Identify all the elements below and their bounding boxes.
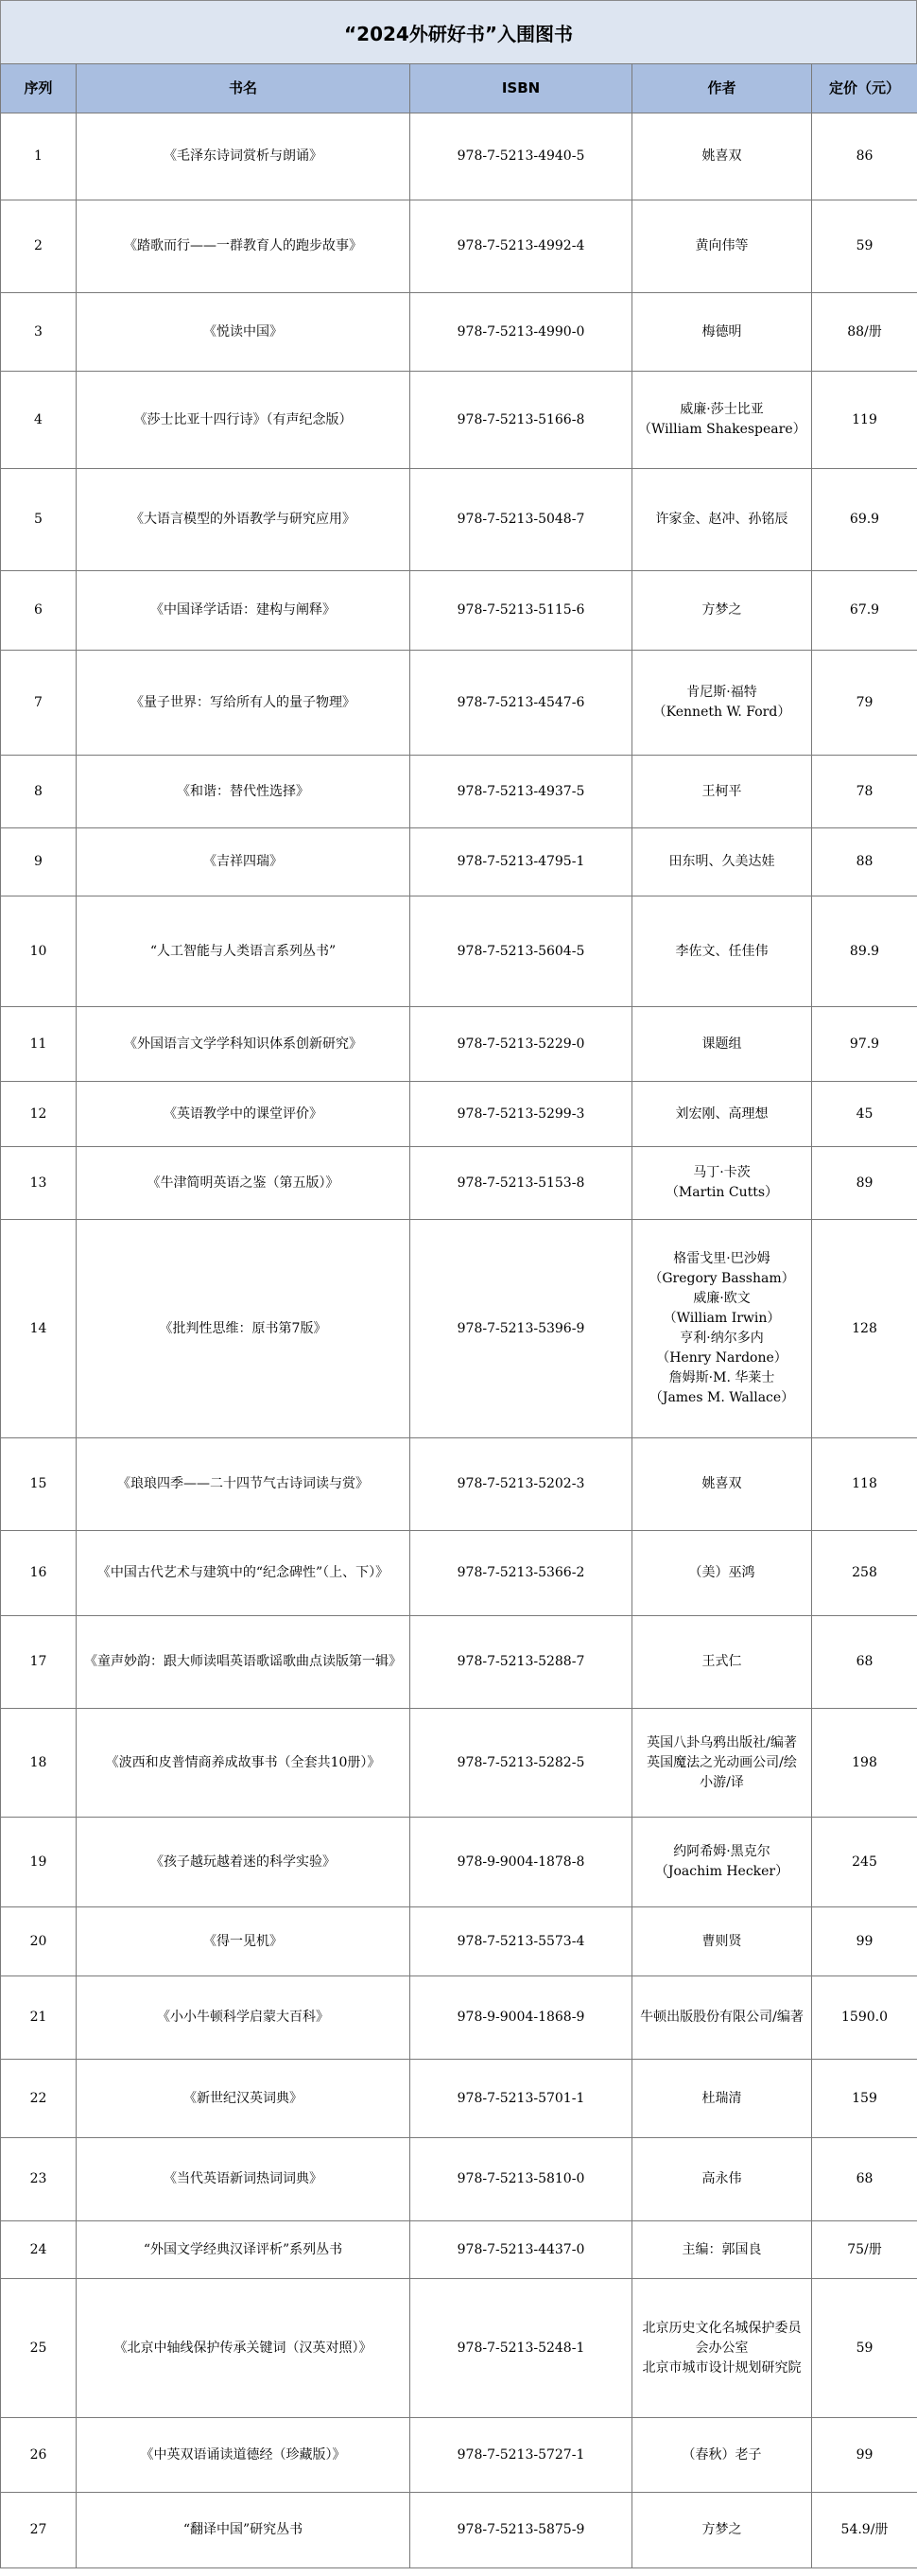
- cell-isbn: 978-9-9004-1868-9: [410, 1976, 632, 2060]
- table-row: [1, 1709, 917, 1818]
- cell-isbn: 978-7-5213-5115-6: [410, 571, 632, 651]
- cell-author: 方梦之: [632, 2493, 812, 2568]
- cell-name: “外国文学经典汉译评析”系列丛书: [77, 2221, 410, 2279]
- cell-author: 姚喜双: [632, 113, 812, 200]
- cell-index: 18: [1, 1709, 77, 1818]
- cell-price: 59: [812, 2279, 917, 2418]
- cell-index: 12: [1, 1082, 77, 1147]
- cell-name: 《中国古代艺术与建筑中的“纪念碑性”（上、下）》: [77, 1531, 410, 1616]
- table-row: [1, 1438, 917, 1531]
- cell-price: 97.9: [812, 1007, 917, 1082]
- cell-index: 26: [1, 2418, 77, 2493]
- table-row: [1, 1082, 917, 1147]
- cell-name: 《中国译学话语：建构与阐释》: [77, 571, 410, 651]
- cell-name: “翻译中国”研究丛书: [77, 2493, 410, 2568]
- table-row: [1, 1220, 917, 1438]
- cell-author: 主编：郭国良: [632, 2221, 812, 2279]
- cell-isbn: 978-7-5213-5299-3: [410, 1082, 632, 1147]
- cell-isbn: 978-7-5213-5396-9: [410, 1220, 632, 1438]
- header-author: 作者: [632, 64, 812, 113]
- cell-author: 王式仁: [632, 1616, 812, 1709]
- cell-name: 《大语言模型的外语教学与研究应用》: [77, 469, 410, 571]
- table-row: [1, 1616, 917, 1709]
- cell-index: 23: [1, 2138, 77, 2221]
- cell-index: 7: [1, 651, 77, 756]
- cell-name: 《童声妙韵：跟大师读唱英语歌谣歌曲点读版第一辑》: [77, 1616, 410, 1709]
- table-row: [1, 1818, 917, 1907]
- cell-index: 15: [1, 1438, 77, 1531]
- cell-author: 约阿希姆·黑克尔 （Joachim Hecker）: [632, 1818, 812, 1907]
- cell-name: 《踏歌而行——一群教育人的跑步故事》: [77, 200, 410, 293]
- cell-author: 李佐文、任佳伟: [632, 896, 812, 1007]
- cell-price: 86: [812, 113, 917, 200]
- cell-author: 威廉·莎士比亚 （William Shakespeare）: [632, 372, 812, 469]
- cell-index: 13: [1, 1147, 77, 1220]
- table-row: [1, 651, 917, 756]
- cell-author: 黄向伟等: [632, 200, 812, 293]
- cell-author: 肯尼斯·福特 （Kenneth W. Ford）: [632, 651, 812, 756]
- table-row: [1, 372, 917, 469]
- cell-author: （春秋）老子: [632, 2418, 812, 2493]
- book-rows: [1, 113, 917, 2568]
- cell-name: “人工智能与人类语言系列丛书”: [77, 896, 410, 1007]
- cell-name: 《英语教学中的课堂评价》: [77, 1082, 410, 1147]
- table-row: [1, 571, 917, 651]
- cell-author: 方梦之: [632, 571, 812, 651]
- cell-index: 27: [1, 2493, 77, 2568]
- cell-index: 14: [1, 1220, 77, 1438]
- table-row: [1, 2493, 917, 2568]
- cell-author: 曹则贤: [632, 1907, 812, 1976]
- cell-author: 田东明、久美达娃: [632, 828, 812, 896]
- cell-author: 高永伟: [632, 2138, 812, 2221]
- header-name: 书名: [77, 64, 410, 113]
- cell-index: 21: [1, 1976, 77, 2060]
- table-title: “2024外研好书”入围图书: [0, 0, 917, 64]
- cell-name: 《得一见机》: [77, 1907, 410, 1976]
- cell-author: 马丁·卡茨 （Martin Cutts）: [632, 1147, 812, 1220]
- cell-name: 《小小牛顿科学启蒙大百科》: [77, 1976, 410, 2060]
- cell-price: 89.9: [812, 896, 917, 1007]
- cell-index: 25: [1, 2279, 77, 2418]
- cell-index: 17: [1, 1616, 77, 1709]
- header-row: [1, 64, 917, 113]
- cell-name: 《中英双语诵读道德经（珍藏版）》: [77, 2418, 410, 2493]
- cell-price: 119: [812, 372, 917, 469]
- table-row: [1, 2060, 917, 2138]
- cell-price: 1590.0: [812, 1976, 917, 2060]
- cell-name: 《牛津简明英语之鉴（第五版）》: [77, 1147, 410, 1220]
- cell-isbn: 978-7-5213-5229-0: [410, 1007, 632, 1082]
- table-row: [1, 896, 917, 1007]
- cell-price: 159: [812, 2060, 917, 2138]
- cell-name: 《北京中轴线保护传承关键词（汉英对照）》: [77, 2279, 410, 2418]
- table-row: [1, 1147, 917, 1220]
- cell-price: 68: [812, 2138, 917, 2221]
- cell-index: 4: [1, 372, 77, 469]
- cell-price: 89: [812, 1147, 917, 1220]
- cell-index: 8: [1, 756, 77, 828]
- cell-index: 22: [1, 2060, 77, 2138]
- cell-name: 《毛泽东诗词赏析与朗诵》: [77, 113, 410, 200]
- cell-isbn: 978-7-5213-5248-1: [410, 2279, 632, 2418]
- table-row: [1, 828, 917, 896]
- cell-isbn: 978-7-5213-5202-3: [410, 1438, 632, 1531]
- cell-price: 79: [812, 651, 917, 756]
- cell-name: 《琅琅四季——二十四节气古诗词读与赏》: [77, 1438, 410, 1531]
- cell-name: 《吉祥四瑞》: [77, 828, 410, 896]
- cell-author: 王柯平: [632, 756, 812, 828]
- cell-index: 3: [1, 293, 77, 372]
- cell-index: 16: [1, 1531, 77, 1616]
- cell-price: 69.9: [812, 469, 917, 571]
- cell-index: 19: [1, 1818, 77, 1907]
- cell-isbn: 978-7-5213-4940-5: [410, 113, 632, 200]
- cell-price: 245: [812, 1818, 917, 1907]
- cell-isbn: 978-7-5213-5727-1: [410, 2418, 632, 2493]
- cell-author: 刘宏刚、高理想: [632, 1082, 812, 1147]
- cell-name: 《新世纪汉英词典》: [77, 2060, 410, 2138]
- cell-isbn: 978-7-5213-4992-4: [410, 200, 632, 293]
- cell-name: 《当代英语新词热词词典》: [77, 2138, 410, 2221]
- cell-isbn: 978-7-5213-5153-8: [410, 1147, 632, 1220]
- cell-isbn: 978-7-5213-5282-5: [410, 1709, 632, 1818]
- table-row: [1, 2138, 917, 2221]
- table-row: [1, 756, 917, 828]
- cell-isbn: 978-7-5213-4547-6: [410, 651, 632, 756]
- table-row: [1, 1531, 917, 1616]
- table-row: [1, 2279, 917, 2418]
- cell-index: 24: [1, 2221, 77, 2279]
- cell-price: 59: [812, 200, 917, 293]
- table-row: [1, 2221, 917, 2279]
- table-row: [1, 1007, 917, 1082]
- cell-price: 54.9/册: [812, 2493, 917, 2568]
- cell-isbn: 978-7-5213-5810-0: [410, 2138, 632, 2221]
- cell-author: 梅德明: [632, 293, 812, 372]
- cell-isbn: 978-7-5213-5701-1: [410, 2060, 632, 2138]
- cell-name: 《批判性思维：原书第7版》: [77, 1220, 410, 1438]
- cell-author: 姚喜双: [632, 1438, 812, 1531]
- cell-index: 5: [1, 469, 77, 571]
- cell-index: 9: [1, 828, 77, 896]
- cell-price: 198: [812, 1709, 917, 1818]
- cell-name: 《和谐：替代性选择》: [77, 756, 410, 828]
- cell-isbn: 978-7-5213-4795-1: [410, 828, 632, 896]
- table-row: [1, 469, 917, 571]
- cell-isbn: 978-7-5213-5166-8: [410, 372, 632, 469]
- cell-isbn: 978-7-5213-5288-7: [410, 1616, 632, 1709]
- cell-isbn: 978-7-5213-5604-5: [410, 896, 632, 1007]
- cell-name: 《外国语言文学学科知识体系创新研究》: [77, 1007, 410, 1082]
- cell-author: 课题组: [632, 1007, 812, 1082]
- cell-isbn: 978-7-5213-5048-7: [410, 469, 632, 571]
- cell-price: 75/册: [812, 2221, 917, 2279]
- cell-price: 67.9: [812, 571, 917, 651]
- header-isbn: ISBN: [410, 64, 632, 113]
- cell-index: 1: [1, 113, 77, 200]
- cell-author: 英国八卦乌鸦出版社/编著 英国魔法之光动画公司/绘 小游/译: [632, 1709, 812, 1818]
- cell-price: 88: [812, 828, 917, 896]
- cell-isbn: 978-7-5213-4937-5: [410, 756, 632, 828]
- cell-isbn: 978-7-5213-4437-0: [410, 2221, 632, 2279]
- cell-index: 6: [1, 571, 77, 651]
- table-row: [1, 293, 917, 372]
- cell-name: 《孩子越玩越着迷的科学实验》: [77, 1818, 410, 1907]
- header-index: 序列: [1, 64, 77, 113]
- cell-author: （美）巫鸿: [632, 1531, 812, 1616]
- cell-name: 《莎士比亚十四行诗》（有声纪念版）: [77, 372, 410, 469]
- cell-author: 杜瑞清: [632, 2060, 812, 2138]
- book-table: [0, 63, 917, 2568]
- cell-author: 牛顿出版股份有限公司/编著: [632, 1976, 812, 2060]
- cell-price: 99: [812, 1907, 917, 1976]
- cell-price: 118: [812, 1438, 917, 1531]
- table-row: [1, 1976, 917, 2060]
- cell-isbn: 978-9-9004-1878-8: [410, 1818, 632, 1907]
- cell-isbn: 978-7-5213-5573-4: [410, 1907, 632, 1976]
- cell-isbn: 978-7-5213-4990-0: [410, 293, 632, 372]
- cell-index: 20: [1, 1907, 77, 1976]
- table-row: [1, 200, 917, 293]
- header-price: 定价（元）: [812, 64, 917, 113]
- cell-name: 《量子世界：写给所有人的量子物理》: [77, 651, 410, 756]
- cell-index: 11: [1, 1007, 77, 1082]
- cell-index: 10: [1, 896, 77, 1007]
- table-row: [1, 113, 917, 200]
- cell-name: 《悦读中国》: [77, 293, 410, 372]
- cell-isbn: 978-7-5213-5875-9: [410, 2493, 632, 2568]
- cell-price: 78: [812, 756, 917, 828]
- cell-name: 《波西和皮普情商养成故事书（全套共10册）》: [77, 1709, 410, 1818]
- cell-price: 45: [812, 1082, 917, 1147]
- cell-index: 2: [1, 200, 77, 293]
- cell-author: 北京历史文化名城保护委员会办公室 北京市城市设计规划研究院: [632, 2279, 812, 2418]
- table-row: [1, 1907, 917, 1976]
- table-row: [1, 2418, 917, 2493]
- cell-author: 许家金、赵冲、孙铭辰: [632, 469, 812, 571]
- cell-price: 88/册: [812, 293, 917, 372]
- cell-price: 68: [812, 1616, 917, 1709]
- cell-price: 99: [812, 2418, 917, 2493]
- cell-price: 128: [812, 1220, 917, 1438]
- cell-author: 格雷戈里·巴沙姆 （Gregory Bassham） 威廉·欧文 （William Irwin） 亨利·纳尔多内 （Henry Nardone） 詹姆斯·M. 华莱士 （James M. Wallace）: [632, 1220, 812, 1438]
- cell-price: 258: [812, 1531, 917, 1616]
- cell-isbn: 978-7-5213-5366-2: [410, 1531, 632, 1616]
